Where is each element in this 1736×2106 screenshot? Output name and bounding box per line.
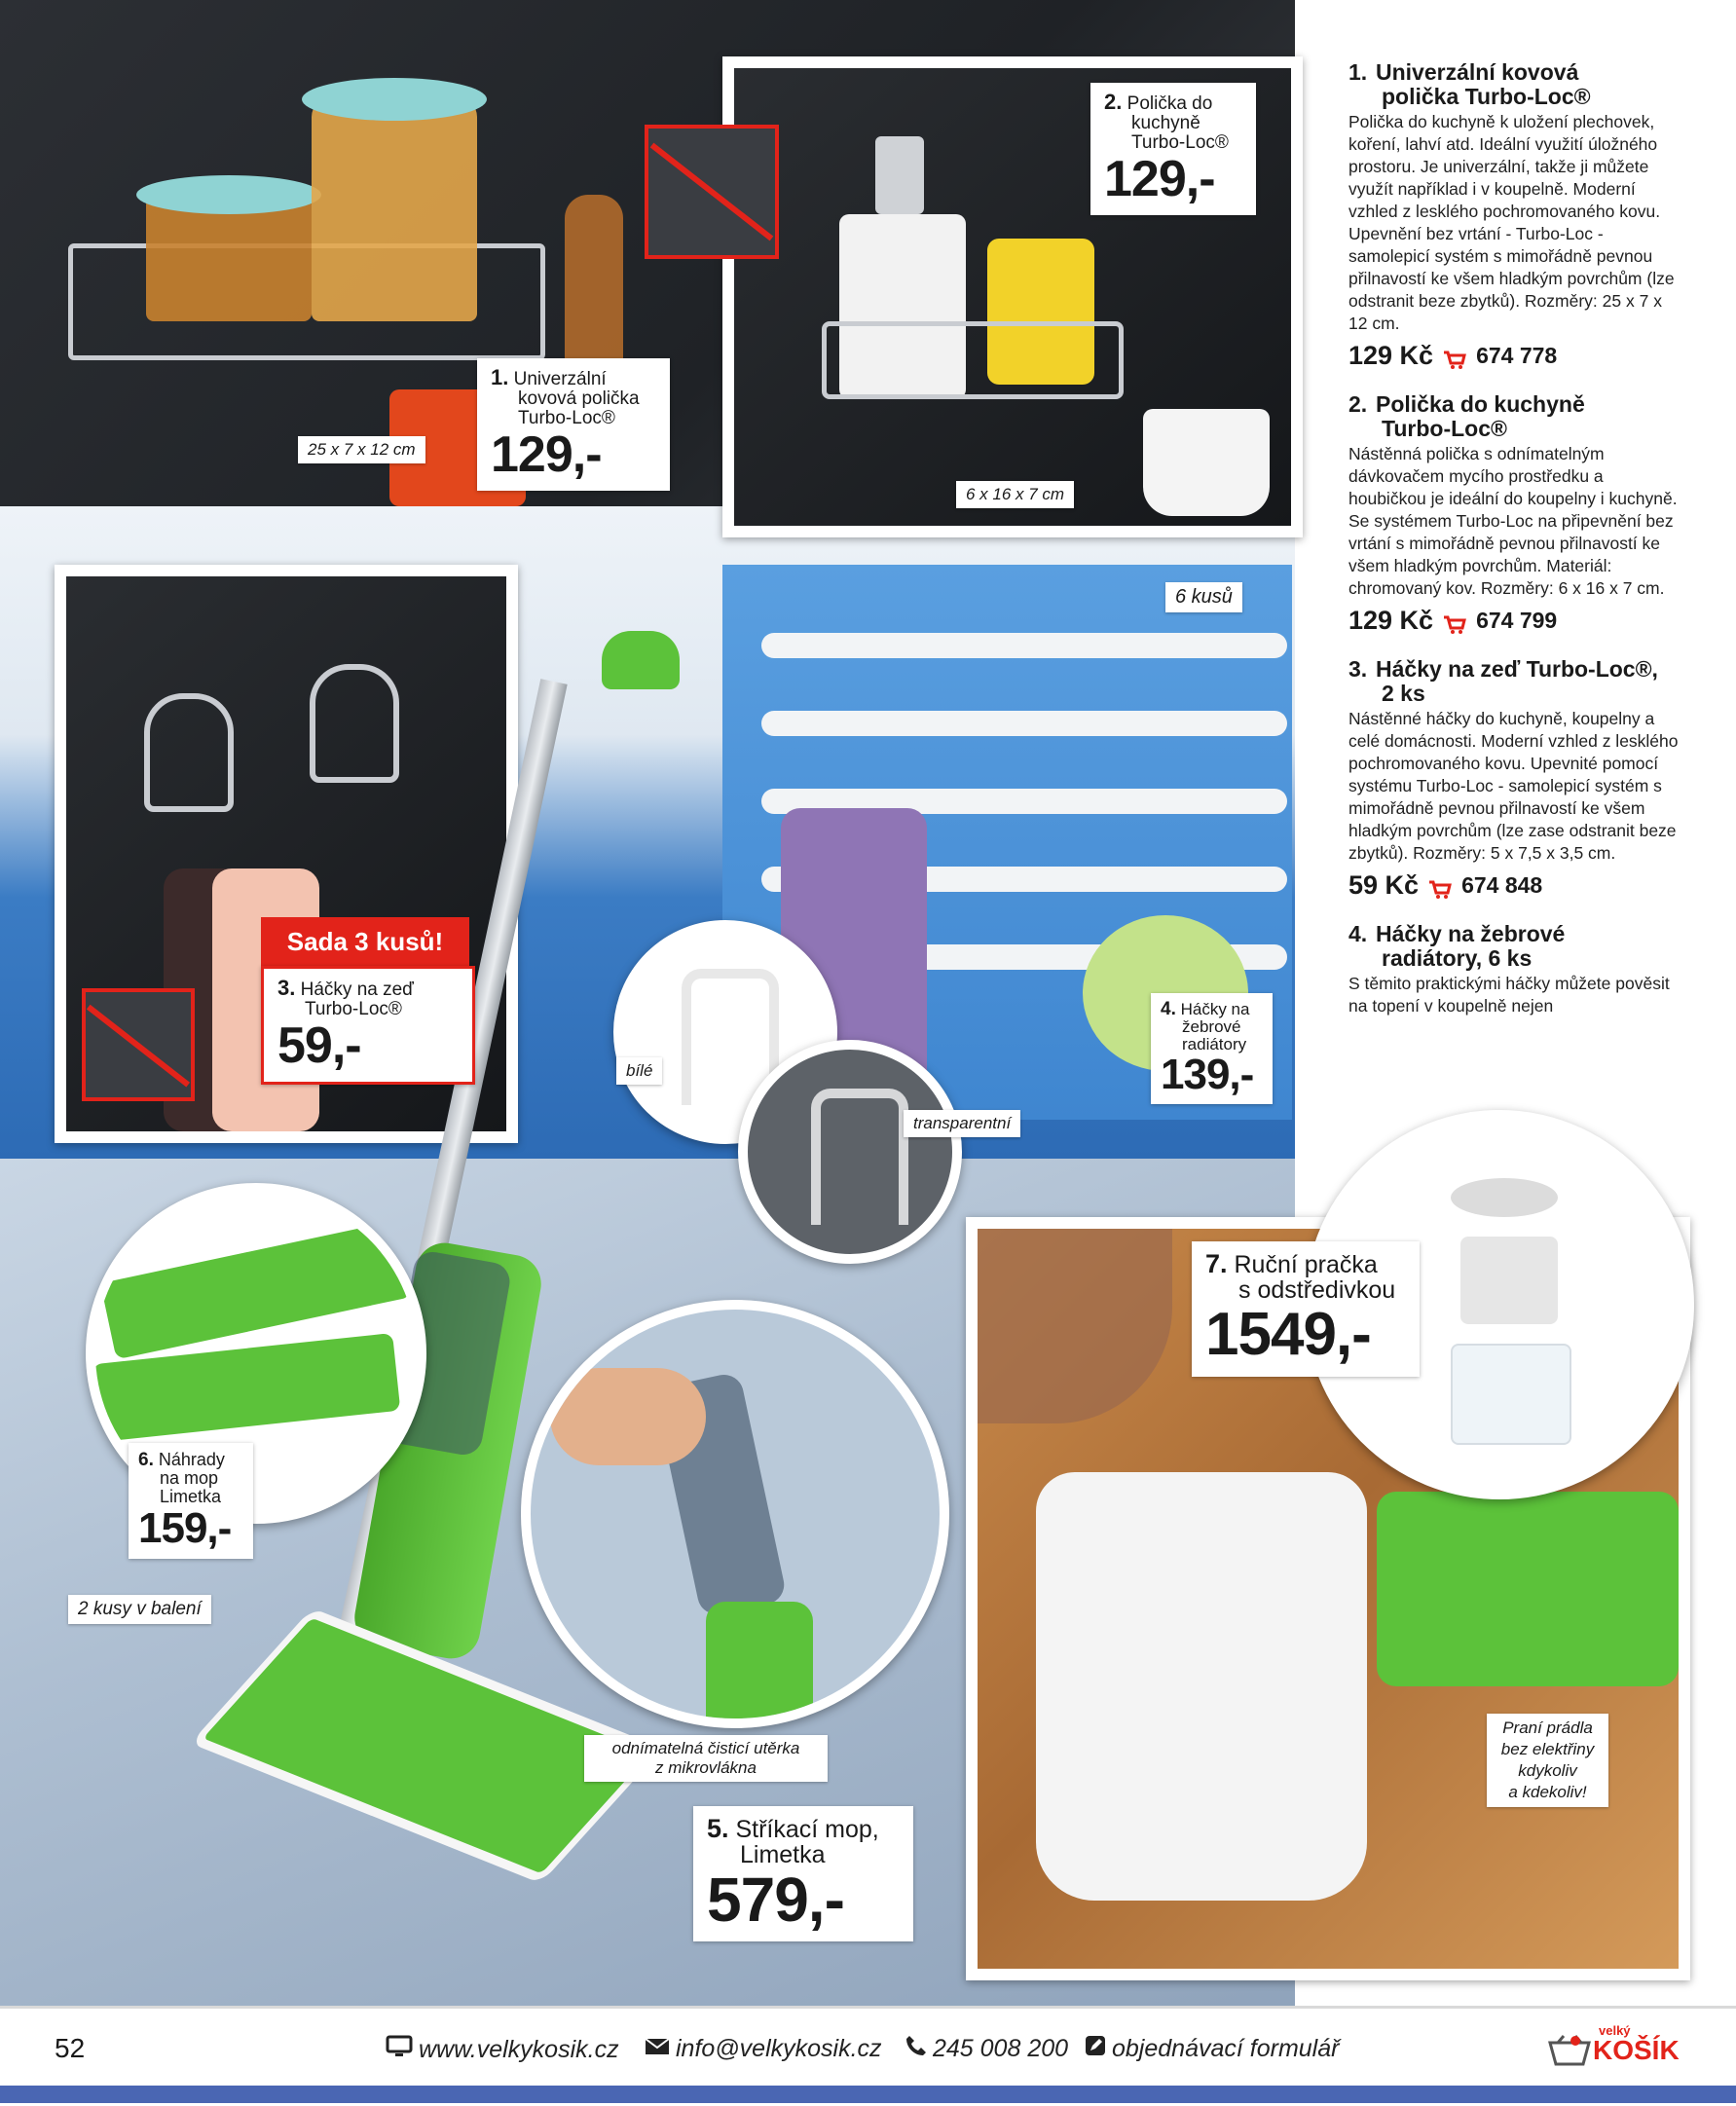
product-price: 129 Kč xyxy=(1348,341,1434,370)
price-box-title: Turbo-Loc® xyxy=(1131,132,1229,153)
velky-kosik-logo[interactable] xyxy=(1548,2023,1680,2070)
price-box-title: kovová polička xyxy=(518,388,640,409)
price-box-number: 2. xyxy=(1104,90,1123,114)
product-number: 3. xyxy=(1348,656,1368,682)
dimension-tag: 6 x 16 x 7 cm xyxy=(956,481,1074,508)
product-title-line2: polička Turbo-Loc® xyxy=(1382,84,1591,109)
footer-phone-text[interactable]: 245 008 200 xyxy=(933,2035,1069,2062)
color-tag-white: bílé xyxy=(616,1057,662,1085)
footer-order-form[interactable] xyxy=(1085,2035,1339,2063)
footer-phone[interactable] xyxy=(905,2035,1068,2063)
price-box-title: Limetka xyxy=(740,1841,826,1868)
hand-image xyxy=(978,1229,1172,1423)
product-entry-1 xyxy=(1348,60,1680,371)
cart-icon[interactable] xyxy=(1443,347,1466,366)
price-box-number: 5. xyxy=(707,1814,729,1843)
logo-small-text: velký xyxy=(1599,2023,1631,2038)
product-code: 674 778 xyxy=(1476,343,1558,368)
price-box-number: 6. xyxy=(138,1450,154,1470)
price-box-number: 4. xyxy=(1161,999,1176,1019)
product-title-line2: radiátory, 6 ks xyxy=(1382,945,1533,971)
no-drill-icon xyxy=(645,125,779,259)
cart-icon[interactable] xyxy=(1428,876,1452,896)
price-box-title: Stříkací mop, xyxy=(735,1816,879,1843)
price-box-title: Limetka xyxy=(160,1487,222,1506)
logo-big-text: KOŠÍK xyxy=(1593,2035,1680,2065)
washer-info-line3: kdykoliv xyxy=(1518,1761,1577,1780)
price-box-title: na mop xyxy=(160,1468,219,1488)
product-title-line1: Polička do kuchyně xyxy=(1376,391,1585,417)
phone-icon xyxy=(905,2035,927,2063)
microfiber-tag xyxy=(584,1735,828,1782)
product-entry-3 xyxy=(1348,657,1680,901)
price-box-title: Náhrady xyxy=(158,1450,225,1469)
washer-info-tag xyxy=(1487,1714,1608,1807)
product-code: 674 799 xyxy=(1476,608,1558,633)
cart-icon[interactable] xyxy=(1443,611,1466,631)
price-box-5 xyxy=(693,1806,913,1941)
product-number: 2. xyxy=(1348,391,1368,417)
footer-color-bar xyxy=(0,2086,1736,2103)
washer-image xyxy=(1036,1472,1367,1901)
price-box-title: Turbo-Loc® xyxy=(305,999,402,1019)
microfiber-tag-line1: odnímatelná čisticí utěrka xyxy=(611,1739,800,1757)
washer-info-line1: Praní prádla xyxy=(1502,1718,1593,1737)
metal-shelf-image xyxy=(68,185,536,370)
product-description: Nástěnné háčky do kuchyně, koupelny a celé domácnosti. Moderní vzhled z lesklého pochromovaného kovu. Upevnité pomocí systému Turbo-Loc - samolepicí systém s mimořádně pevnou přilnavostí ke všem hladkým povrchům (lze zase odstranit beze zbytků). Rozměry: 5 x 7,5 x 3,5 cm. xyxy=(1348,709,1679,863)
product-heading xyxy=(1348,60,1680,109)
product-title-line2: Turbo-Loc® xyxy=(1382,416,1507,441)
mop-detail-circle xyxy=(521,1300,949,1728)
price-box-price: 129,- xyxy=(1104,151,1215,207)
product-title-line1: Háčky na zeď Turbo-Loc®, xyxy=(1376,656,1658,682)
product-price: 59 Kč xyxy=(1348,870,1420,900)
product-title-line1: Univerzální kovová xyxy=(1376,59,1579,85)
pack-tag: 2 kusy v balení xyxy=(68,1595,211,1624)
set-of-three-banner: Sada 3 kusů! xyxy=(261,917,469,966)
pieces-tag: 6 kusů xyxy=(1165,582,1242,612)
transparent-hook-circle xyxy=(738,1040,962,1264)
price-box-title: žebrové xyxy=(1182,1017,1241,1036)
price-box-title: Polička do xyxy=(1127,93,1213,114)
product-price: 129 Kč xyxy=(1348,606,1434,635)
price-box-title: Turbo-Loc® xyxy=(518,408,615,428)
product-title-line2: 2 ks xyxy=(1382,681,1425,706)
mug-image xyxy=(1143,409,1270,516)
color-tag-transparent: transparentní xyxy=(904,1110,1020,1137)
footer-order-form-text[interactable]: objednávací formulář xyxy=(1112,2035,1340,2062)
product-price-row xyxy=(1348,606,1680,636)
price-box-title: s odstředivkou xyxy=(1238,1276,1396,1304)
price-box-3 xyxy=(261,966,475,1085)
product-number: 4. xyxy=(1348,921,1368,946)
product-heading xyxy=(1348,657,1680,706)
price-box-price: 139,- xyxy=(1161,1051,1254,1098)
product-description: S těmito praktickými háčky můžete pověsit na topení v koupelně nejen xyxy=(1348,974,1670,1016)
footer-website-text[interactable]: www.velkykosik.cz xyxy=(419,2036,619,2063)
product-price-row xyxy=(1348,341,1680,371)
price-box-1 xyxy=(477,358,670,491)
washer-info-line4: a kdekoliv! xyxy=(1508,1783,1587,1801)
price-box-7 xyxy=(1192,1241,1420,1377)
price-box-title: radiátory xyxy=(1182,1035,1247,1053)
washer-info-line2: bez elektřiny xyxy=(1500,1740,1595,1758)
product-descriptions-column xyxy=(1348,60,1680,1017)
price-box-number: 3. xyxy=(277,976,296,1000)
product-entry-2 xyxy=(1348,392,1680,636)
mop-grip-image xyxy=(602,631,680,689)
footer-email[interactable] xyxy=(645,2035,882,2063)
page-number: 52 xyxy=(55,2033,86,2063)
price-box-price: 59,- xyxy=(277,1017,361,1074)
envelope-icon xyxy=(645,2035,670,2063)
monitor-icon xyxy=(386,2035,413,2065)
laundry-basket-image xyxy=(1377,1492,1679,1686)
price-box-price: 159,- xyxy=(138,1504,232,1552)
price-box-title: Háčky na zeď xyxy=(300,979,414,1000)
price-box-title: Háčky na xyxy=(1180,1000,1250,1018)
product-price-row xyxy=(1348,870,1680,901)
product-description: Nástěnná polička s odnímatelným dávkovačem mycího prostředku a houbičkou je ideální do koupelny i kuchyně. Se systémem Turbo-Loc na připevnění bez vrtání s mimořádně pevnou přilnavostí ke všem hladkým povrchům. Materiál: chromovaný kov. Rozměry: 6 x 16 x 7 cm. xyxy=(1348,444,1678,598)
no-drill-icon xyxy=(82,988,195,1101)
hook-image xyxy=(310,664,399,783)
product-description: Polička do kuchyně k uložení plechovek, koření, lahví atd. Ideální využití úložného prostoru. Je univerzální, takže ji můžete využít například i v koupelně. Moderní vzhled z lesklého pochromovaného kovu. Upevnění bez vrtání - Turbo-Loc - samolepicí systém s mimořádně pevnou přilnavostí ke všem hladkým povrchům (lze odstranit beze zbytků). Rozměry: 25 x 7 x 12 cm. xyxy=(1348,112,1675,333)
dimension-tag: 25 x 7 x 12 cm xyxy=(298,436,425,463)
price-box-number: 1. xyxy=(491,365,509,389)
price-box-6 xyxy=(129,1443,253,1559)
edit-icon xyxy=(1085,2035,1106,2063)
product-heading xyxy=(1348,922,1680,971)
product-number: 1. xyxy=(1348,59,1368,85)
price-box-4 xyxy=(1151,993,1273,1104)
price-box-title: Univerzální xyxy=(513,369,607,389)
product-title-line1: Háčky na žebrové xyxy=(1376,921,1566,946)
price-box-title: kuchyně xyxy=(1131,113,1200,133)
basket-logo-icon xyxy=(1548,2035,1591,2070)
price-box-price: 129,- xyxy=(491,426,602,483)
price-box-title: Ruční pračka xyxy=(1234,1251,1378,1278)
price-box-price: 579,- xyxy=(707,1865,844,1935)
price-box-number: 7. xyxy=(1205,1249,1228,1278)
footer-email-text[interactable]: info@velkykosik.cz xyxy=(676,2035,882,2062)
product-entry-4 xyxy=(1348,922,1680,1017)
price-box-price: 1549,- xyxy=(1205,1301,1371,1368)
price-box-2 xyxy=(1090,83,1256,215)
hook-image xyxy=(144,693,234,812)
product-code: 674 848 xyxy=(1461,872,1543,898)
footer-website[interactable] xyxy=(386,2035,619,2065)
microfiber-tag-line2: z mikrovlákna xyxy=(655,1758,757,1777)
product-heading xyxy=(1348,392,1680,441)
